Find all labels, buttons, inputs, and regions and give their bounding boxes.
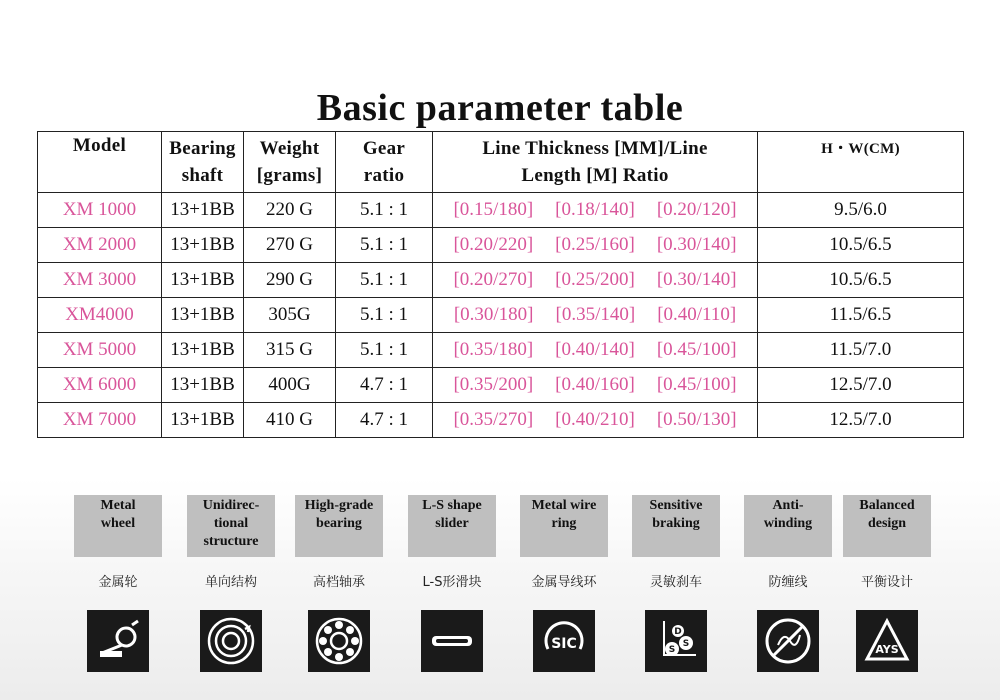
cell-bearing: 13+1BB: [162, 298, 244, 333]
feature-label-line: bearing: [316, 516, 362, 531]
feature-label: [74, 495, 162, 557]
line-ratio-value: [0.40/110]: [657, 304, 737, 325]
feature-chinese-label: 防缠线: [768, 575, 808, 590]
header-bearing-l2: shaft: [181, 165, 224, 186]
feature-item: [520, 495, 608, 672]
table-row: [38, 263, 964, 298]
header-weight-l1: Weight: [259, 138, 320, 159]
feature-label: [408, 495, 496, 557]
cell-weight: 410 G: [244, 403, 336, 438]
header-hw-label: H・W(CM): [821, 141, 900, 157]
header-line: [433, 132, 758, 193]
feature-label-line: ring: [551, 516, 577, 531]
feature-label: [520, 495, 608, 557]
cell-gear: 5.1 : 1: [336, 263, 433, 298]
table-header-row: [38, 132, 964, 193]
feature-label-line: L-S shape: [422, 498, 482, 513]
table-row: [38, 193, 964, 228]
feature-label-line: slider: [435, 516, 469, 531]
cell-line-ratio: [433, 403, 758, 438]
cell-weight: 290 G: [244, 263, 336, 298]
bearing-icon: [308, 610, 370, 672]
feature-item: [632, 495, 720, 672]
feature-label-line: Sensitive: [649, 498, 703, 513]
line-ratio-value: [0.45/100]: [656, 339, 737, 360]
cell-model: XM 5000: [38, 333, 162, 368]
one-way-clutch-icon: [200, 610, 262, 672]
svg-text:D: D: [674, 627, 682, 637]
sic-ring-icon: [533, 610, 595, 672]
cell-bearing: 13+1BB: [162, 368, 244, 403]
cell-gear: 5.1 : 1: [336, 193, 433, 228]
cell-bearing: 13+1BB: [162, 228, 244, 263]
cell-line-ratio: [433, 193, 758, 228]
feature-label-line: braking: [652, 516, 700, 531]
line-ratio-value: [0.18/140]: [555, 199, 635, 220]
feature-chinese-label: 平衡设计: [860, 575, 913, 590]
line-ratio-value: [0.20/220]: [453, 234, 534, 255]
table-row: [38, 333, 964, 368]
cell-weight: 315 G: [244, 333, 336, 368]
svg-text:AYS: AYS: [875, 643, 899, 656]
header-line-l1: Line Thickness [MM]/Line: [482, 138, 708, 159]
cell-weight: 270 G: [244, 228, 336, 263]
header-bearing: [162, 132, 244, 193]
header-bearing-l1: Bearing: [169, 138, 236, 159]
header-gear-l2: ratio: [363, 165, 405, 186]
line-ratio-value: [0.40/140]: [555, 339, 635, 360]
cell-bearing: 13+1BB: [162, 403, 244, 438]
feature-label-line: structure: [203, 534, 259, 549]
line-ratio-value: [0.35/180]: [453, 339, 534, 360]
header-gear-l1: Gear: [362, 138, 406, 159]
line-ratio-value: [0.15/180]: [453, 199, 534, 220]
line-ratio-value: [0.20/270]: [453, 269, 534, 290]
line-ratio-value: [0.35/270]: [453, 409, 534, 430]
table-row: [38, 228, 964, 263]
line-ratio-value: [0.30/180]: [453, 304, 534, 325]
cell-gear: 5.1 : 1: [336, 298, 433, 333]
feature-chinese-label: 单向结构: [204, 575, 257, 590]
svg-text:S: S: [668, 645, 676, 655]
cell-bearing: 13+1BB: [162, 193, 244, 228]
cell-model: XM 2000: [38, 228, 162, 263]
page-title: Basic parameter table: [316, 87, 684, 129]
feature-item: [295, 495, 383, 672]
cell-bearing: 13+1BB: [162, 333, 244, 368]
line-ratio-value: [0.40/160]: [555, 374, 635, 395]
cell-gear: 5.1 : 1: [336, 333, 433, 368]
cell-gear: 4.7 : 1: [336, 403, 433, 438]
table-row: [38, 298, 964, 333]
cell-hw: 10.5/6.5: [758, 228, 964, 263]
cell-model: XM 3000: [38, 263, 162, 298]
feature-label: [295, 495, 383, 557]
cell-line-ratio: [433, 263, 758, 298]
cell-gear: 4.7 : 1: [336, 368, 433, 403]
cell-model: XM 7000: [38, 403, 162, 438]
cell-weight: 400G: [244, 368, 336, 403]
cell-model: XM 1000: [38, 193, 162, 228]
feature-label-line: design: [867, 516, 907, 531]
feature-chinese-label: 金属轮: [98, 575, 138, 590]
cell-gear: 5.1 : 1: [336, 228, 433, 263]
line-ratio-value: [0.30/140]: [656, 269, 737, 290]
cell-line-ratio: [433, 228, 758, 263]
brake-icon: [645, 610, 707, 672]
cell-model: XM4000: [38, 298, 162, 333]
header-model: [38, 132, 162, 193]
header-gear: [336, 132, 433, 193]
feature-label-line: Anti-: [772, 498, 804, 513]
feature-label-line: Balanced: [859, 498, 915, 513]
cell-hw: 12.5/7.0: [758, 368, 964, 403]
svg-text:S: S: [682, 639, 690, 649]
feature-label-line: tional: [213, 516, 249, 531]
header-hw: [758, 132, 964, 193]
parameter-table: [37, 131, 964, 438]
feature-item: [744, 495, 832, 672]
cell-bearing: 13+1BB: [162, 263, 244, 298]
line-ratio-value: [0.45/100]: [656, 374, 737, 395]
line-ratio-value: [0.20/120]: [656, 199, 737, 220]
cell-model: XM 6000: [38, 368, 162, 403]
feature-label: [632, 495, 720, 557]
features-strip: [0, 478, 1000, 700]
header-weight: [244, 132, 336, 193]
cell-line-ratio: [433, 368, 758, 403]
line-ratio-value: [0.40/210]: [555, 409, 635, 430]
cell-hw: 11.5/6.5: [758, 298, 964, 333]
slider-icon: [421, 610, 483, 672]
feature-label-line: Metal: [100, 498, 136, 513]
feature-item: [408, 495, 496, 672]
table-row: [38, 403, 964, 438]
cell-hw: 10.5/6.5: [758, 263, 964, 298]
line-ratio-value: [0.30/140]: [656, 234, 737, 255]
svg-text:SIC: SIC: [551, 636, 577, 652]
feature-label-line: Unidirec-: [202, 498, 260, 513]
header-line-l2: Length [M] Ratio: [521, 165, 669, 186]
balance-icon: [856, 610, 918, 672]
header-weight-l2: [grams]: [256, 165, 323, 186]
line-ratio-value: [0.25/160]: [555, 234, 635, 255]
feature-label-line: wheel: [100, 516, 136, 531]
anti-tangle-icon: [757, 610, 819, 672]
line-ratio-value: [0.35/200]: [453, 374, 534, 395]
cell-weight: 220 G: [244, 193, 336, 228]
feature-label: [744, 495, 832, 557]
line-ratio-value: [0.35/140]: [555, 304, 636, 325]
header-model-label: Model: [72, 135, 127, 156]
line-ratio-value: [0.25/200]: [555, 269, 635, 290]
table-row: [38, 368, 964, 403]
feature-label-line: High-grade: [304, 498, 374, 513]
feature-item: [187, 495, 275, 672]
cell-line-ratio: [433, 298, 758, 333]
cell-weight: 305G: [244, 298, 336, 333]
line-ratio-value: [0.50/130]: [656, 409, 737, 430]
reel-icon: [87, 610, 149, 672]
cell-hw: 11.5/7.0: [758, 333, 964, 368]
feature-label: [843, 495, 931, 557]
feature-chinese-label: 灵敏刹车: [649, 575, 702, 590]
cell-hw: 9.5/6.0: [758, 193, 964, 228]
feature-item: [74, 495, 162, 672]
feature-label-line: Metal wire: [531, 498, 597, 513]
feature-chinese-label: 金属导线环: [531, 575, 597, 590]
feature-item: [843, 495, 931, 672]
feature-label-line: winding: [763, 516, 813, 531]
cell-line-ratio: [433, 333, 758, 368]
feature-label: [187, 495, 275, 557]
feature-chinese-label: L-S形滑块: [422, 575, 482, 590]
feature-chinese-label: 高档轴承: [312, 575, 365, 590]
cell-hw: 12.5/7.0: [758, 403, 964, 438]
